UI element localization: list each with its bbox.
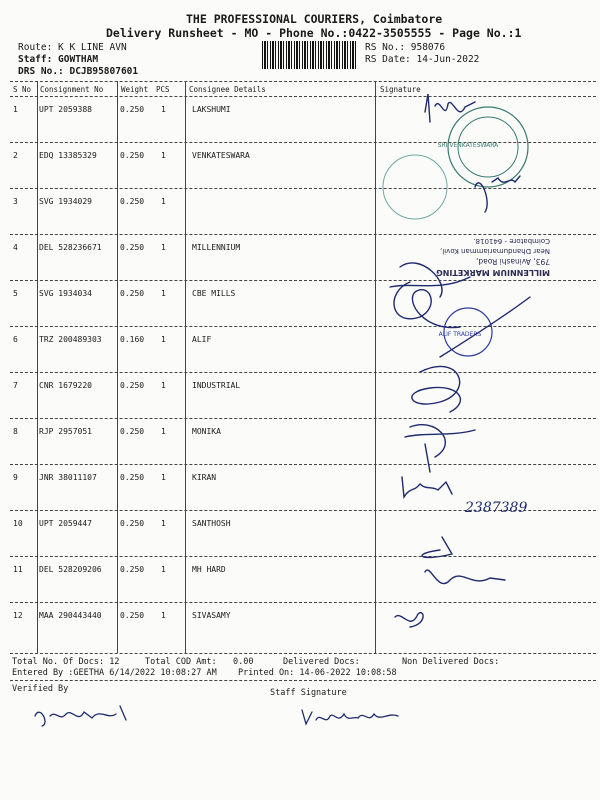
row-pcs: 1 [161, 289, 166, 298]
row-consignee: SIVASAMY [192, 611, 231, 620]
row-pcs: 1 [161, 381, 166, 390]
rs-date: RS Date: 14-Jun-2022 [365, 54, 480, 65]
staff-signature-label: Staff Signature [270, 688, 347, 698]
total-docs: Total No. Of Docs: 12 [12, 657, 120, 667]
row-consignment-no: JNR 38011107 [39, 473, 97, 482]
col-header-pcs: PCS [156, 85, 170, 94]
col-header-weight: Weight [121, 85, 149, 94]
row-sno: 6 [13, 335, 18, 344]
delivered-docs: Delivered Docs: [283, 657, 360, 667]
footer-rule [10, 653, 596, 654]
row-consignee: VENKATESWARA [192, 151, 250, 160]
drs-number: DRS No.: DCJB95807601 [18, 66, 139, 77]
row-pcs: 1 [161, 335, 166, 344]
row-pcs: 1 [161, 197, 166, 206]
row-weight: 0.250 [120, 151, 145, 160]
row-consignee: MILLENNIUM [192, 243, 241, 252]
signature-5 [394, 282, 460, 328]
row-weight: 0.250 [120, 473, 145, 482]
row-pcs: 1 [161, 473, 166, 482]
footer-bottom-rule [10, 680, 596, 681]
runsheet-subtitle: Delivery Runsheet - MO - Phone No.:0422-3505555 - Page No.:1 [106, 26, 522, 40]
row-weight: 0.250 [120, 519, 145, 528]
signature-2 [475, 176, 520, 212]
row-weight: 0.250 [120, 105, 145, 114]
row-consignee: LAKSHUMI [192, 105, 231, 114]
route-label: Route: K K LINE AVN [18, 42, 127, 53]
row-sno: 2 [13, 151, 18, 160]
row-weight: 0.250 [120, 611, 145, 620]
millennium-stamp-line-3: Near Dhandumariamman Kovil, [440, 247, 550, 255]
row-consignee: ALIF [192, 335, 212, 344]
row-pcs: 1 [161, 243, 166, 252]
row-sno: 11 [13, 565, 23, 574]
row-consignee: MH HARD [192, 565, 226, 574]
table-top-rule [10, 81, 596, 82]
verified-by-label: Verified By [12, 684, 69, 694]
signature-9 [402, 477, 452, 497]
millennium-stamp-line-4: Coimbatore - 641018. [473, 237, 550, 245]
row-consignment-no: EDQ 13385329 [39, 151, 97, 160]
alif-stamp-text: ALIF TRADERS [438, 331, 482, 338]
round-stamp-text: SRI VENKATESWARA [437, 142, 499, 149]
row-weight: 0.250 [120, 197, 145, 206]
row-sno: 12 [13, 611, 23, 620]
row-consignee: SANTHOSH [192, 519, 231, 528]
signatures-layer [380, 92, 600, 652]
row-weight: 0.250 [120, 427, 145, 436]
row-sno: 9 [13, 473, 18, 482]
row-weight: 0.250 [120, 243, 145, 252]
barcode [262, 41, 358, 69]
row-pcs: 1 [161, 151, 166, 160]
row-consignment-no: DEL 528236671 [39, 243, 102, 252]
row-consignment-no: UPT 2059447 [39, 519, 92, 528]
staff-label: Staff: GOWTHAM [18, 54, 99, 65]
row-consignee: CBE MILLS [192, 289, 236, 298]
row-consignment-no: DEL 528209206 [39, 565, 102, 574]
row-sno: 8 [13, 427, 18, 436]
printed-on: Printed On: 14-06-2022 10:08:58 [238, 668, 397, 678]
col-header-sno: S No [13, 85, 32, 94]
signature-12 [395, 613, 423, 627]
staff-signature [298, 700, 408, 735]
row-consignment-no: TRZ 200489303 [39, 335, 102, 344]
row-sno: 3 [13, 197, 18, 206]
row-consignee: KIRAN [192, 473, 217, 482]
row-sno: 7 [13, 381, 18, 390]
faint-stamp [383, 155, 447, 219]
signature-7 [412, 366, 461, 412]
row-consignment-no: RJP 2957051 [39, 427, 92, 436]
row-sno: 10 [13, 519, 23, 528]
signature-8 [405, 425, 475, 472]
verified-signature [30, 696, 140, 736]
rs-number: RS No.: 958076 [365, 42, 446, 53]
row-consignment-no: SVG 1934029 [39, 197, 92, 206]
row-pcs: 1 [161, 611, 166, 620]
col-header-signature: Signature [380, 85, 421, 94]
row-consignee: MONIKA [192, 427, 221, 436]
row-pcs: 1 [161, 565, 166, 574]
col-header-consignee: Consignee Details [189, 85, 266, 94]
row-consignment-no: CNR 1679220 [39, 381, 92, 390]
total-cod-label: Total COD Amt: [145, 657, 217, 667]
row-consignment-no: MAA 290443440 [39, 611, 102, 620]
row-sno: 1 [13, 105, 18, 114]
entered-by: Entered By :GEETHA 6/14/2022 10:08:27 AM [12, 668, 217, 678]
company-name: THE PROFESSIONAL COURIERS, Coimbatore [186, 12, 443, 26]
row-consignment-no: SVG 1934034 [39, 289, 92, 298]
row-pcs: 1 [161, 519, 166, 528]
millennium-stamp-line-2: 793, Avinashi Road, [476, 257, 550, 266]
col-header-consignment: Consignment No [40, 85, 104, 94]
row-sno: 4 [13, 243, 18, 252]
row-weight: 0.160 [120, 335, 145, 344]
row-weight: 0.250 [120, 289, 145, 298]
row-weight: 0.250 [120, 565, 145, 574]
row-consignee: INDUSTRIAL [192, 381, 241, 390]
total-cod-value: 0.00 [233, 657, 254, 667]
signature-1 [425, 94, 475, 122]
row-weight: 0.250 [120, 381, 145, 390]
row-consignment-no: UPT 2059388 [39, 105, 92, 114]
handwritten-number: 2387389 [465, 500, 528, 516]
row-pcs: 1 [161, 427, 166, 436]
signature-11 [422, 537, 505, 584]
non-delivered-docs: Non Delivered Docs: [402, 657, 500, 667]
row-sno: 5 [13, 289, 18, 298]
millennium-stamp-line-1: MILLENNIUM MARKETING [436, 268, 550, 277]
row-pcs: 1 [161, 105, 166, 114]
